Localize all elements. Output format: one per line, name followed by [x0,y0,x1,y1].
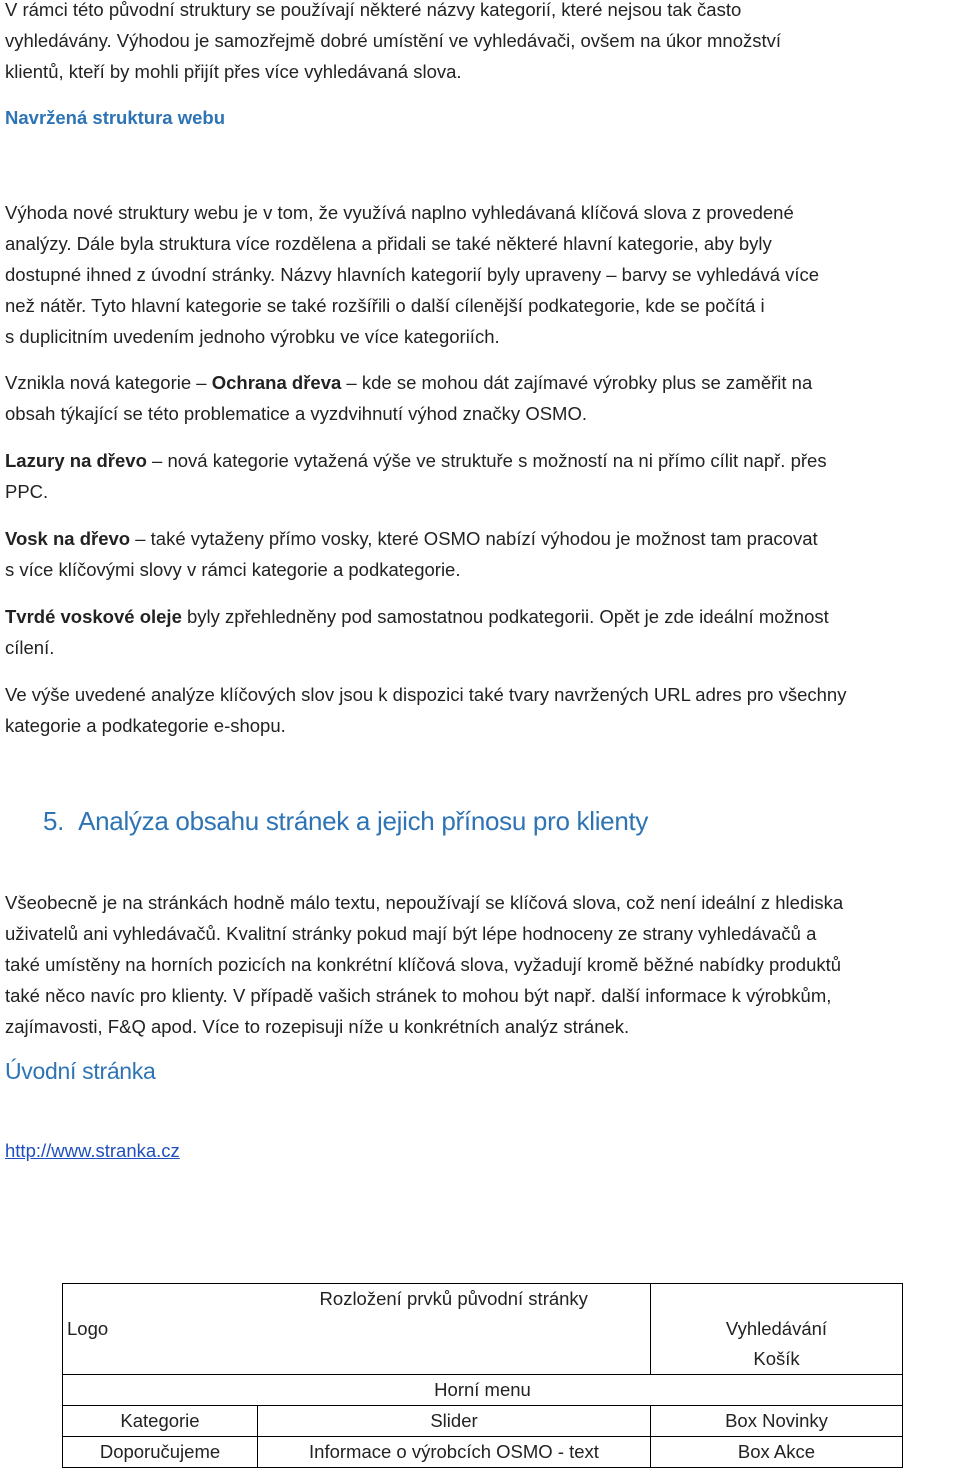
lazury-post: – nová kategorie vytažená výše ve struktuře s možností na ni přímo cílit např. přes [146,450,827,471]
ochrana-pre: Vznikla nová kategorie – [5,372,212,393]
general-line-1: Všeobecně je na stránkách hodně málo textu, nepoužívají se klíčová slova, což není ideální z hlediska [5,892,844,913]
structure-line-2: analýzy. Dále byla struktura více rozdělena a přidali se také některé hlavní kategorie, aby byly [5,233,772,254]
section-5-number: 5. [43,806,65,836]
ochrana-paragraph [5,367,955,429]
section-5-title: Analýza obsahu stránek a jejich přínosu pro klienty [78,806,649,836]
general-paragraph [5,887,955,1042]
vosk-paragraph [5,523,955,585]
ochrana-bold: Ochrana dřeva [211,372,342,393]
intro-paragraph [5,0,955,87]
layout-cell-kategorie: Kategorie [63,1406,258,1437]
vosk-post: – také vytaženy přímo vosky, které OSMO nabízí výhodou je možnost tam pracovat [130,528,818,549]
layout-table-title: Rozložení prvků původní stránky [258,1284,651,1315]
url-line-1: Ve výše uvedené analýze klíčových slov jsou k dispozici také tvary navržených URL adres pro všechny [5,684,847,705]
layout-cell-akce: Box Akce [651,1437,903,1468]
tvrde-paragraph [5,601,955,663]
structure-paragraph [5,197,955,352]
intro-line-2: vyhledávány. Výhodou je samozřejmě dobré umístění ve vyhledávači, ovšem na úkor množství [5,30,782,51]
vosk-line-2: s více klíčovými slovy v rámci kategorie a podkategorie. [5,559,461,580]
layout-cell-novinky: Box Novinky [651,1406,903,1437]
lazury-paragraph [5,445,955,507]
layout-cell-slider: Slider [258,1406,651,1437]
ochrana-post: – kde se mohou dát zajímavé výrobky plus se zaměřit na [341,372,813,393]
tvrde-post: byly zpřehledněny pod samostatnou podkategorii. Opět je zde ideální možnost [181,606,829,627]
general-line-4: také něco navíc pro klienty. V případě vašich stránek to mohou být např. další informace k výrobkům, [5,985,832,1006]
lazury-line-2: PPC. [5,481,49,502]
intro-line-1: V rámci této původní struktury se používají některé názvy kategorií, které nejsou tak často [5,0,742,20]
structure-line-5: s duplicitním uvedením jednoho výrobku ve více kategoriích. [5,326,500,347]
vosk-bold: Vosk na dřevo [5,528,131,549]
structure-line-4: než nátěr. Tyto hlavní kategorie se také rozšířili o další cílenější podkategorie, kde se počítá i [5,295,765,316]
url-line-2: kategorie a podkategorie e-shopu. [5,715,286,736]
layout-logo: Logo [63,1314,258,1344]
layout-cart: Košík [651,1344,903,1375]
structure-line-1: Výhoda nové struktury webu je v tom, že využívá naplno vyhledávaná klíčová slova z provedené [5,202,794,223]
site-url-link[interactable]: http://www.stranka.cz [5,1140,180,1161]
url-paragraph [5,679,955,741]
intro-line-3: klientů, kteří by mohli přijít přes více vyhledávaná slova. [5,61,462,82]
layout-top-menu: Horní menu [63,1375,903,1406]
structure-line-3: dostupné ihned z úvodní stránky. Názvy hlavních kategorií byly upraveny – barvy se vyhledává více [5,264,820,285]
homepage-heading: Úvodní stránka [5,1058,156,1084]
section-5-heading [43,806,648,837]
tvrde-line-2: cílení. [5,637,55,658]
layout-cell-informace: Informace o výrobcích OSMO - text [258,1437,651,1468]
layout-cell-doporucujeme: Doporučujeme [63,1437,258,1468]
lazury-bold: Lazury na dřevo [5,450,147,471]
subheading-structure: Navržená struktura webu [5,107,226,128]
tvrde-bold: Tvrdé voskové oleje [5,606,182,627]
page-layout-table [62,1283,903,1468]
layout-search: Vyhledávání [651,1314,903,1344]
general-line-5: zajímavosti, F&Q apod. Více to rozepisuji níže u konkrétních analýz stránek. [5,1016,630,1037]
general-line-3: také umístěny na horních pozicích na konkrétní klíčová slova, vyžadují kromě běžné nabídky produktů [5,954,842,975]
ochrana-line-2: obsah týkající se této problematice a vyzdvihnutí výhod značky OSMO. [5,403,587,424]
general-line-2: uživatelů ani vyhledávačů. Kvalitní stránky pokud mají být lépe hodnoceny ze strany vyhledávačů a [5,923,817,944]
